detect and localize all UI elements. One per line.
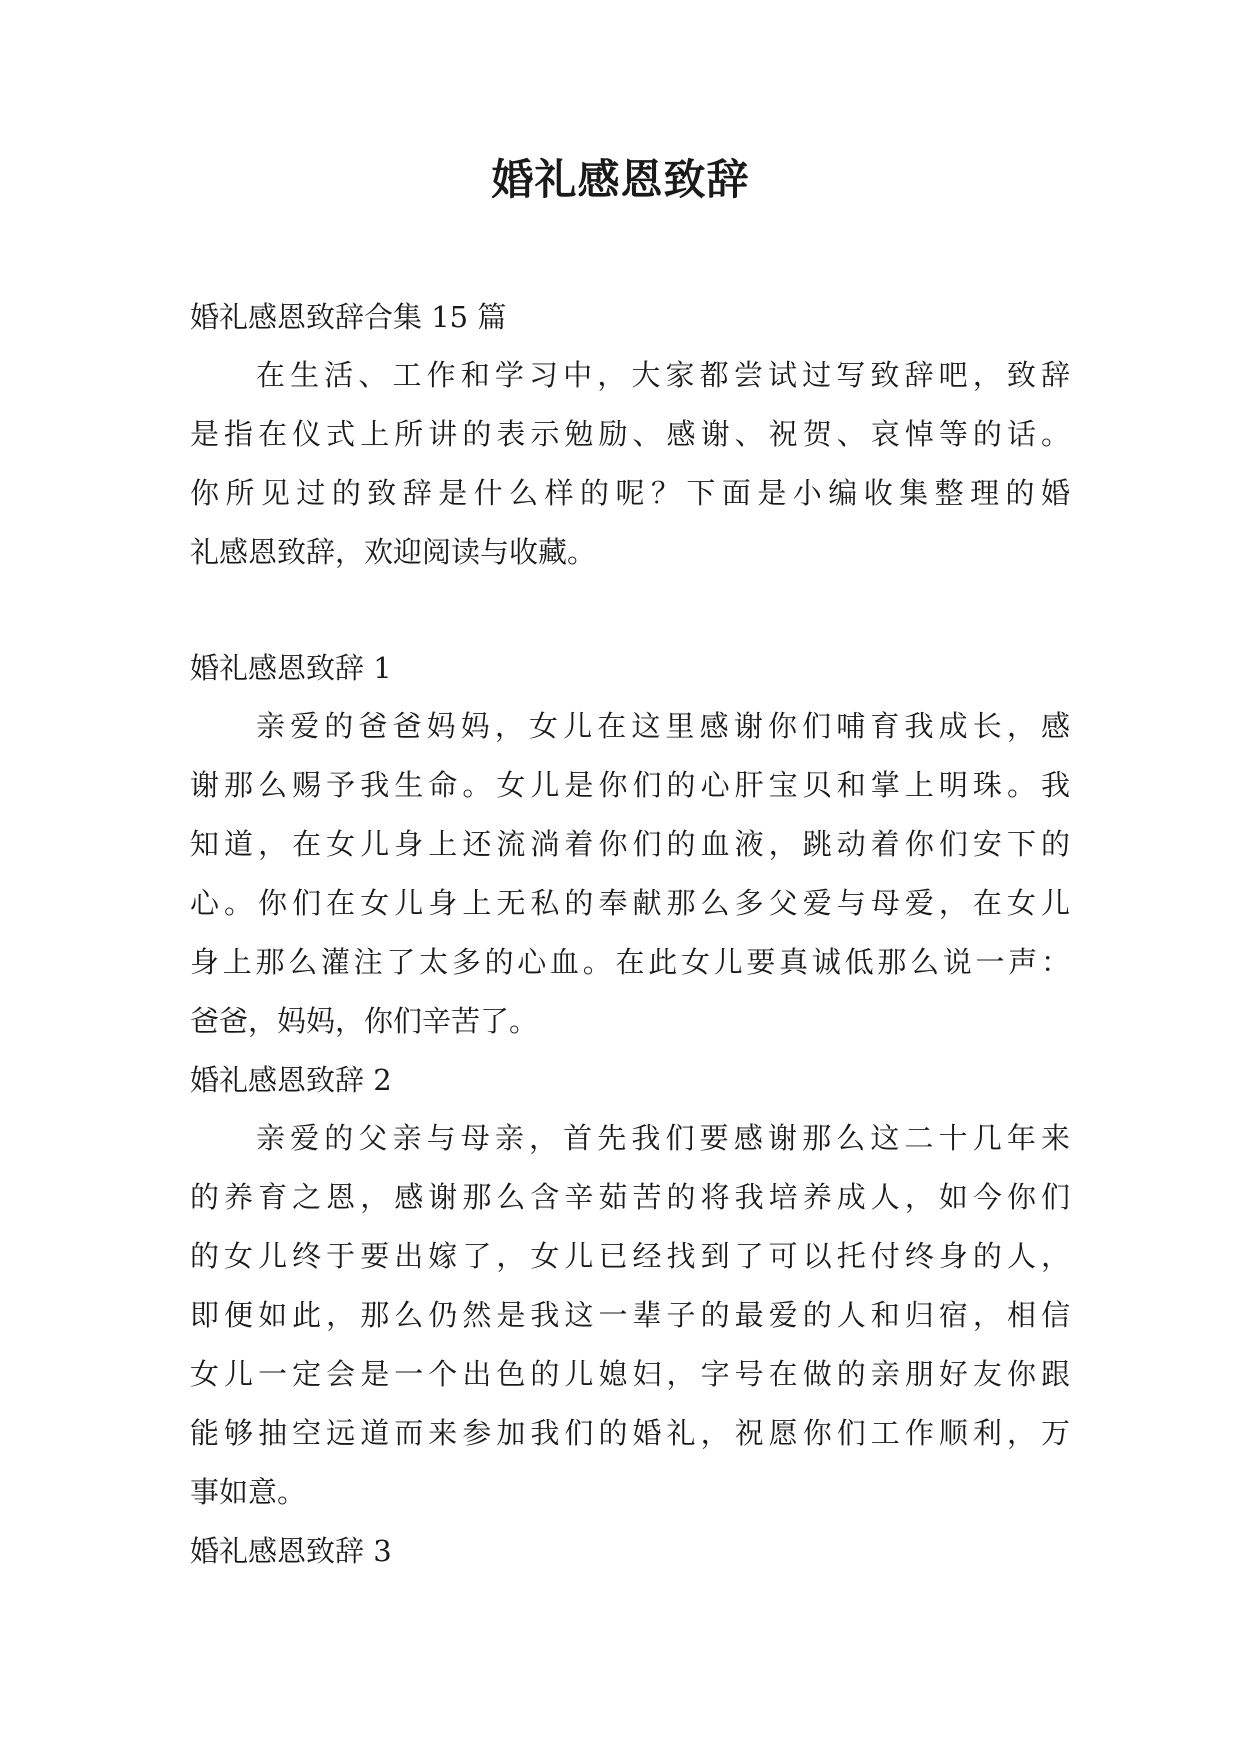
text-line: 的养育之恩，感谢那么含辛茹苦的将我培养成人，如今你们 — [190, 1180, 1070, 1214]
document-title: 婚礼感恩致辞 — [491, 155, 750, 204]
text-line: 亲爱的爸爸妈妈，女儿在这里感谢你们哺育我成长，感 — [256, 709, 1070, 743]
section-paragraph — [190, 1109, 1070, 1522]
text-line: 是指在仪式上所讲的表示勉励、感谢、祝贺、哀悼等的话。 — [190, 417, 1070, 451]
section-paragraph — [190, 697, 1070, 1051]
text-line: 你所见过的致辞是什么样的呢？下面是小编收集整理的婚 — [190, 476, 1070, 510]
text-line: 能够抽空远道而来参加我们的婚礼，祝愿你们工作顺利，万 — [190, 1416, 1070, 1450]
text-line: 在生活、工作和学习中，大家都尝试过写致辞吧，致辞 — [256, 358, 1070, 392]
text-line: 礼感恩致辞，欢迎阅读与收藏。 — [190, 535, 597, 569]
text-line: 的女儿终于要出嫁了，女儿已经找到了可以托付终身的人， — [190, 1239, 1070, 1273]
section-heading: 婚礼感恩致辞 1 — [190, 651, 392, 685]
text-line: 事如意。 — [190, 1475, 307, 1509]
text-line: 心。你们在女儿身上无私的奉献那么多父爱与母爱，在女儿 — [190, 886, 1070, 920]
collection-subtitle: 婚礼感恩致辞合集 15 篇 — [190, 300, 507, 334]
section-heading: 婚礼感恩致辞 2 — [190, 1063, 392, 1097]
document-body — [190, 288, 1070, 1580]
text-line: 即便如此，那么仍然是我这一辈子的最爱的人和归宿，相信 — [190, 1298, 1070, 1332]
section-heading: 婚礼感恩致辞 3 — [190, 1534, 392, 1568]
text-line: 知道，在女儿身上还流淌着你们的血液，跳动着你们安下的 — [190, 827, 1070, 861]
text-line: 女儿一定会是一个出色的儿媳妇，字号在做的亲朋好友你跟 — [190, 1357, 1070, 1391]
paragraph-spacer — [190, 582, 1070, 639]
text-line: 亲爱的父亲与母亲，首先我们要感谢那么这二十几年来 — [256, 1121, 1070, 1155]
intro-paragraph — [190, 346, 1070, 582]
text-line: 爸爸，妈妈，你们辛苦了。 — [190, 1004, 539, 1038]
text-line: 身上那么灌注了太多的心血。在此女儿要真诚低那么说一声： — [190, 945, 1070, 979]
text-line: 谢那么赐予我生命。女儿是你们的心肝宝贝和掌上明珠。我 — [190, 768, 1070, 802]
